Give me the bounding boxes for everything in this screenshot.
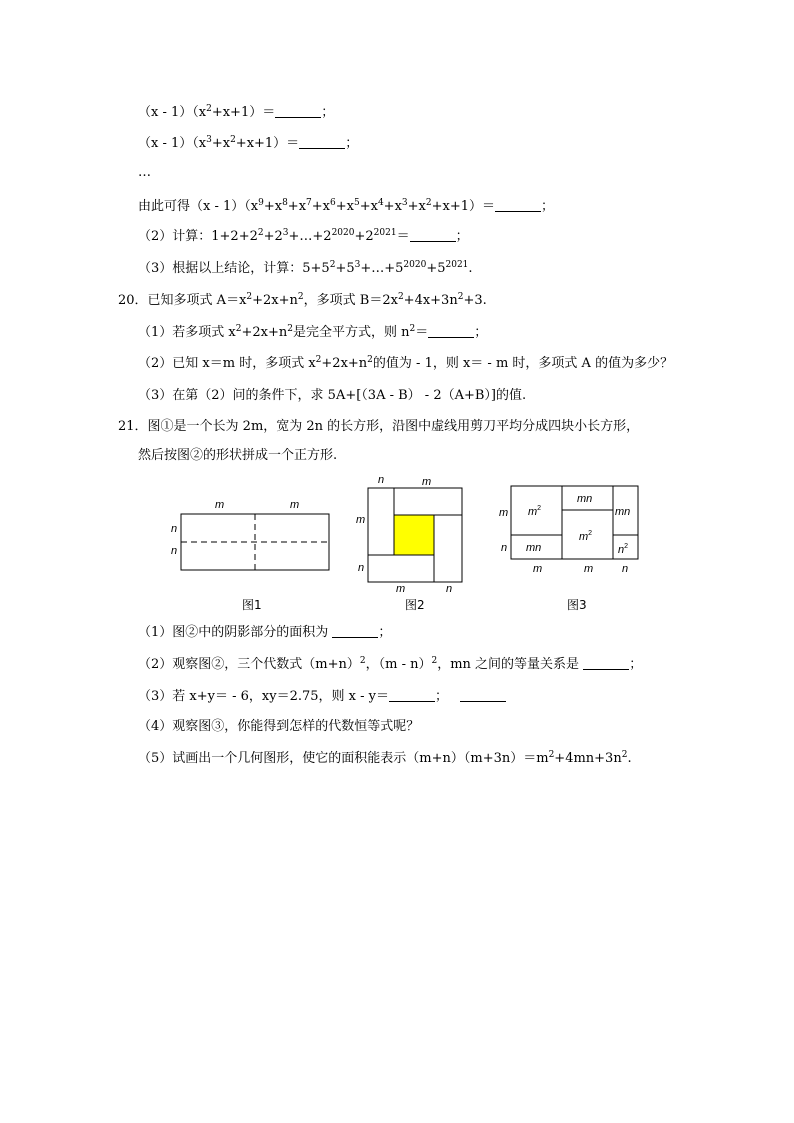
text: ，（m - n）: [365, 657, 432, 672]
text: .: [468, 261, 473, 276]
text: ；: [541, 199, 555, 214]
label-n: n: [358, 562, 365, 574]
text: ，多项式 B＝2x: [303, 293, 398, 308]
answer-blank[interactable]: [495, 199, 541, 212]
text: ；: [629, 657, 643, 672]
exponent: 5: [353, 198, 360, 208]
cell-text: n: [618, 544, 625, 556]
text: +…+2: [288, 229, 332, 244]
text: （2）计算：1+2+2: [138, 229, 258, 244]
text: …: [138, 165, 151, 180]
figure-2-drawing: [352, 470, 468, 594]
exponent: 2: [367, 355, 373, 365]
text: （x - 1）（x: [138, 136, 207, 151]
ellipsis-line: [138, 164, 151, 182]
text: ；: [474, 325, 488, 340]
text: +5: [426, 261, 446, 276]
answer-blank[interactable]: [410, 229, 456, 242]
exponent: 2: [230, 135, 236, 145]
exponent: 2: [315, 355, 322, 365]
figure-3-drawing: [496, 480, 644, 578]
cell-mn: mn: [615, 506, 631, 518]
text: +x: [407, 199, 426, 214]
text: +…+5: [360, 261, 404, 276]
text: ；: [455, 229, 469, 244]
text: +5: [335, 261, 355, 276]
text: 20．已知多项式 A＝x: [118, 293, 247, 308]
expr-line-5: [138, 228, 469, 246]
figure-2: [352, 470, 468, 594]
label-m: m: [584, 563, 594, 575]
text: +2x+n: [252, 293, 298, 308]
label-m: m: [533, 563, 543, 575]
text: +x: [287, 199, 307, 214]
figure-1: [165, 492, 335, 576]
text: ＝: [415, 325, 429, 340]
label-m: m: [499, 507, 509, 519]
question-20-2: [138, 355, 673, 373]
label-m: m: [396, 583, 406, 594]
exponent: 2: [235, 324, 242, 334]
text: 然后按图②的形状拼成一个正方形.: [138, 448, 338, 463]
text: +x+1）＝: [431, 199, 495, 214]
text: +2: [354, 229, 374, 244]
text: +4mn+3n: [554, 751, 622, 766]
question-21-3: [138, 688, 506, 706]
exponent: 2: [206, 104, 212, 114]
exponent: 3: [401, 198, 408, 208]
exponent: 6: [330, 198, 336, 208]
question-21: [118, 418, 639, 436]
cell-n-squared: [618, 543, 628, 556]
exponent: 8: [282, 198, 288, 208]
text: 是完全平方式，则 n: [292, 325, 410, 340]
cell-text: m: [528, 506, 538, 518]
exponent: 2: [548, 750, 555, 760]
expr-line-2: [138, 135, 358, 153]
figure-3: [496, 480, 644, 578]
figure-3-caption: 图3: [567, 598, 587, 612]
question-21-2: [138, 656, 642, 674]
exponent: 2: [537, 505, 542, 512]
text: 21．图①是一个长为 2m，宽为 2n 的长方形，沿图中虚线用剪刀平均分成四块小长方形，: [118, 419, 640, 434]
exponent: 2: [359, 656, 366, 666]
text: +3.: [463, 293, 487, 308]
exponent: 2: [397, 292, 404, 302]
figure-2-caption: 图2: [405, 598, 425, 612]
exponent: 2: [329, 260, 336, 270]
answer-blank[interactable]: [275, 105, 321, 118]
text: +x+1）＝: [211, 105, 276, 120]
text: +x: [383, 199, 402, 214]
exponent: 2: [246, 292, 253, 302]
figure-1-caption: 图1: [242, 598, 262, 612]
text: +2x+n: [241, 325, 288, 340]
text: ；: [321, 105, 335, 120]
label-m: m: [356, 514, 366, 526]
text: +x: [263, 199, 283, 214]
text: +2: [263, 229, 283, 244]
label-n: n: [171, 545, 178, 557]
question-20-1: [138, 324, 487, 342]
label-n: n: [171, 523, 178, 535]
answer-blank[interactable]: [332, 625, 378, 638]
question-21-cont: [138, 447, 337, 465]
text: （3）在第（2）问的条件下，求 5A+[（3A - B） - 2（A+B）]的值.: [138, 388, 527, 403]
figure-1-drawing: [165, 492, 335, 576]
label-m: m: [215, 499, 225, 511]
cell-text: m: [579, 531, 589, 543]
label-n: n: [501, 542, 508, 554]
text: +x+1）＝: [235, 136, 300, 151]
text: （5）试画出一个几何图形，使它的面积能表示（m+n）（m+3n）＝m: [138, 751, 549, 766]
exponent: 3: [206, 135, 212, 145]
exponent: 2: [257, 228, 264, 238]
exponent: 2: [409, 324, 416, 334]
exponent: 2: [287, 324, 293, 334]
text: 由此可得（x - 1）（x: [138, 199, 259, 214]
text: （2）已知 x＝m 时，多项式 x: [138, 356, 316, 371]
text: +x: [311, 199, 330, 214]
expr-line-1: [138, 104, 334, 122]
answer-blank[interactable]: [389, 689, 435, 702]
expr-line-4: [138, 198, 554, 216]
exponent: 3: [282, 228, 289, 238]
label-m: m: [422, 476, 432, 488]
answer-blank[interactable]: [460, 689, 506, 702]
shaded-square: [394, 515, 434, 555]
question-21-1: [138, 624, 391, 642]
answer-blank[interactable]: [299, 136, 345, 149]
exponent: 2021: [373, 228, 397, 238]
answer-blank[interactable]: [583, 657, 629, 670]
label-n: n: [622, 563, 629, 575]
text: +4x+3n: [403, 293, 458, 308]
exponent: 2: [588, 530, 593, 537]
label-m: m: [290, 499, 300, 511]
text: +x: [359, 199, 378, 214]
exponent: 2: [425, 198, 432, 208]
exponent: 9: [258, 198, 264, 208]
exponent: 2020: [331, 228, 355, 238]
text: （3）若 x+y＝ - 6，xy＝2.75，则 x - y＝: [138, 689, 389, 704]
label-n: n: [446, 583, 453, 594]
exponent: 2: [621, 750, 628, 760]
exponent: 2020: [403, 260, 427, 270]
answer-blank[interactable]: [428, 325, 474, 338]
exponent: 2021: [445, 260, 469, 270]
text: +2x+n: [321, 356, 368, 371]
text: +x: [211, 136, 231, 151]
exponent: 2: [297, 292, 304, 302]
text: ；: [435, 689, 449, 704]
exponent: 2: [624, 543, 629, 550]
question-20: [118, 292, 487, 310]
exponent: 2: [457, 292, 464, 302]
cell-m-squared: [579, 530, 592, 543]
expr-line-6: [138, 260, 473, 278]
question-20-3: [138, 387, 526, 405]
exponent: 3: [354, 260, 361, 270]
text: （4）观察图③，你能得到怎样的代数恒等式呢？: [138, 719, 420, 734]
cell-m-squared: [528, 505, 541, 518]
text: +x: [335, 199, 354, 214]
label-n: n: [378, 474, 385, 486]
text: （x - 1）（x: [138, 105, 207, 120]
text: （1）图②中的阴影部分的面积为: [138, 625, 329, 640]
exponent: 2: [431, 656, 438, 666]
exponent: 7: [306, 198, 312, 208]
cell-mn: mn: [526, 542, 542, 554]
exponent: 4: [377, 198, 384, 208]
text: ；: [378, 625, 392, 640]
text: ，mn 之间的等量关系是: [437, 657, 580, 672]
question-21-5: [138, 750, 632, 768]
question-21-4: [138, 718, 419, 736]
text: ＝: [396, 229, 410, 244]
text: （2）观察图②，三个代数式（m+n）: [138, 657, 360, 672]
text: （1）若多项式 x: [138, 325, 236, 340]
text: （3）根据以上结论，计算：5+5: [138, 261, 330, 276]
text: .: [627, 751, 632, 766]
text: ；: [345, 136, 359, 151]
cell-mn: mn: [577, 493, 593, 505]
text: 的值为 - 1，则 x＝ - m 时，多项式 A 的值为多少？: [372, 356, 674, 371]
